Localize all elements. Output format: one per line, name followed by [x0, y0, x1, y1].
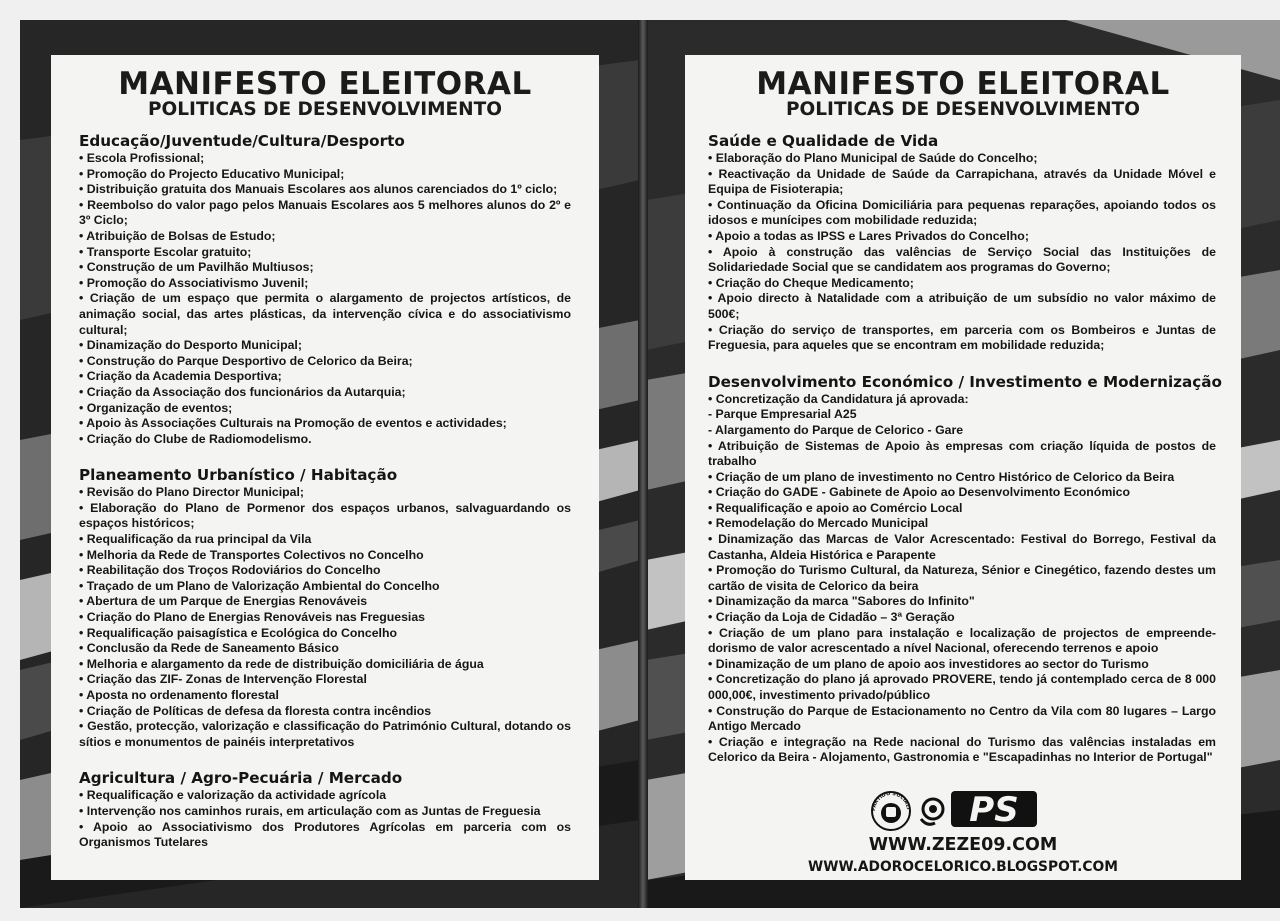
list-item: • Criação de um plano para instalação e localização de projectos de empreende-dorismo de valor acrescentado a nível Nacional, oferecendo terrenos e apoio	[708, 625, 1216, 656]
list-item: - Alargamento do Parque de Celorico - Gare	[708, 422, 964, 437]
list-item: • Melhoria e alargamento da rede de distribuição domiciliária de água	[79, 656, 484, 671]
list-item: • Conclusão da Rede de Saneamento Básico	[79, 641, 339, 656]
list-item: - Parque Empresarial A25	[708, 407, 857, 422]
ps-letters: PS	[969, 790, 1019, 830]
section-heading-education: Educação/Juventude/Cultura/Desporto	[79, 132, 405, 150]
list-item: • Abertura de um Parque de Energias Renováveis	[79, 594, 368, 609]
list-item: • Atribuição de Sistemas de Apoio às empresas com criação líquida de postos de trabalho	[708, 438, 1216, 469]
list-item: • Reactivação da Unidade de Saúde da Carrapichana, através da Unidade Móvel e Equipa de Fisioterapia;	[708, 166, 1216, 197]
left-panel	[51, 55, 599, 880]
list-item: • Concretização da Candidatura já aprovada:	[708, 391, 969, 406]
list-item: • Criação de um plano de investimento no Centro Histórico de Celorico da Beira	[708, 469, 1175, 484]
list-item: • Melhoria da Rede de Transportes Colectivos no Concelho	[79, 547, 424, 562]
urbanism-list	[79, 485, 571, 750]
list-item: • Criação de Políticas de defesa da floresta contra incêndios	[79, 703, 432, 718]
list-item: • Elaboração do Plano de Pormenor dos espaços urbanos, salvaguardando os espaços históricos;	[79, 500, 571, 531]
list-item: • Apoio ao Associativismo dos Produtores Agrícolas em parceria com os Organismos Tutelares	[79, 819, 571, 850]
list-item: • Dinamização do Desporto Municipal;	[79, 338, 302, 353]
list-item: • Concretização do plano já aprovado PROVERE, tendo já contemplado cerca de 8 000 000,00€, investimento privado/público	[708, 672, 1216, 702]
list-item: • Apoio a todas as IPSS e Lares Privados do Concelho;	[708, 228, 1029, 243]
list-item: • Elaboração do Plano Municipal de Saúde do Concelho;	[708, 151, 1038, 165]
left-subtitle: POLITICAS DE DESENVOLVIMENTO	[147, 99, 503, 120]
seal-text: PARTIDO SOCIALI	[870, 790, 911, 812]
list-item: • Dinamização das Marcas de Valor Acrescentado: Festival do Borrego, Festival da Castanha, Aldeia Histórica e Parapente	[708, 532, 1216, 562]
list-item: • Criação das ZIF- Zonas de Intervenção Florestal	[79, 672, 367, 687]
list-item: • Organização de eventos;	[79, 400, 233, 415]
list-item: • Construção do Parque Desportivo de Celorico da Beira;	[79, 353, 413, 368]
list-item: • Gestão, protecção, valorização e classificação do Património Cultural, dotando os sítios e monumentos de painéis interpretativos	[79, 719, 571, 749]
section-heading-economy: Desenvolvimento Económico / Investimento e Modernização	[708, 372, 1222, 391]
list-item: • Requalificação e valorização da actividade agrícola	[79, 788, 387, 803]
ps-seal-icon	[869, 787, 911, 830]
list-item: • Intervenção nos caminhos rurais, em articulação com as Juntas de Freguesia	[79, 803, 541, 818]
list-item: • Requalificação da rua principal da Vila	[79, 532, 312, 547]
list-item: • Distribuição gratuita dos Manuais Escolares aos alunos carenciados do 1º ciclo;	[79, 182, 558, 197]
list-item: • Promoção do Turismo Cultural, da Natureza, Sénior e Cinegético, fazendo destes um cartão de visita de Celorico da beira	[708, 563, 1216, 593]
ps-rose-icon	[921, 799, 943, 824]
list-item: • Criação e integração na Rede nacional do Turismo das valências instaladas em Celorico da Beira - Alojamento, Gastronomia e "Escapadinhas no Interior de Portugal"	[708, 734, 1216, 765]
list-item: • Apoio à construção das valências de Serviço Social das Instituições de Solidariedade Social que se candidatem aos programas do Governo;	[708, 244, 1216, 275]
list-item: • Criação da Loja de Cidadão – 3ª Geração	[708, 610, 955, 625]
list-item: • Aposta no ordenamento florestal	[79, 688, 279, 702]
section-heading-urbanism: Planeamento Urbanístico / Habitação	[79, 466, 398, 485]
list-item: • Criação do serviço de transportes, em parceria com os Bombeiros e Juntas de Freguesia, para aqueles que se encontram em mobilidade reduzida;	[708, 322, 1216, 353]
ps-logo-icon	[869, 787, 1059, 831]
list-item: • Continuação da Oficina Domiciliária para pequenas reparações, apoiando todos os idosos e munícipes com mobilidade reduzida;	[708, 197, 1216, 228]
section-heading-health: Saúde e Qualidade de Vida	[708, 132, 939, 150]
list-item: • Promoção do Projecto Educativo Municipal;	[79, 166, 345, 181]
list-item: • Reembolso do valor pago pelos Manuais Escolares aos 5 melhores alunos do 2º e 3º Ciclo;	[79, 197, 571, 228]
left-main-title: MANIFESTO ELEITORAL	[118, 66, 532, 102]
right-subtitle: POLITICAS DE DESENVOLVIMENTO	[785, 99, 1141, 120]
list-item: • Criação de um espaço que permita o alargamento de projectos artísticos, de animação social, das artes plásticas, da intervenção cívica e do associativismo cultural;	[79, 291, 571, 337]
economy-list	[708, 392, 1216, 766]
list-item: • Criação do Clube de Radiomodelismo.	[79, 431, 312, 446]
list-item: • Criação da Associação dos funcionários da Autarquia;	[79, 384, 406, 399]
blog-url: WWW.ADOROCELORICO.BLOGSPOT.COM	[808, 859, 1118, 875]
list-item: • Traçado de um Plano de Valorização Ambiental do Concelho	[79, 578, 440, 593]
list-item: • Transporte Escolar gratuito;	[79, 244, 252, 259]
right-main-title: MANIFESTO ELEITORAL	[756, 66, 1170, 102]
party-logos	[869, 787, 1059, 831]
list-item: • Reabilitação dos Troços Rodoviários do Concelho	[79, 563, 381, 578]
list-item: • Construção de um Pavilhão Multiusos;	[79, 260, 314, 275]
list-item: • Requalificação paisagística e Ecológica do Concelho	[79, 625, 397, 640]
list-item: • Construção do Parque de Estacionamento no Centro da Vila com 80 lugares – Largo Antigo Mercado	[708, 703, 1216, 734]
list-item: • Dinamização de um plano de apoio aos investidores ao sector do Turismo	[708, 656, 1149, 671]
list-item: • Promoção do Associativismo Juvenil;	[79, 275, 309, 290]
website-url: WWW.ZEZE09.COM	[868, 835, 1058, 855]
list-item: • Apoio às Associações Culturais na Promoção de eventos e actividades;	[79, 416, 507, 431]
list-item: • Requalificação e apoio ao Comércio Local	[708, 500, 963, 515]
list-item: • Escola Profissional;	[79, 151, 205, 165]
list-item: • Remodelação do Mercado Municipal	[708, 516, 929, 531]
list-item: • Revisão do Plano Director Municipal;	[79, 485, 305, 500]
list-item: • Criação do Cheque Medicamento;	[708, 275, 914, 290]
list-item: • Atribuição de Bolsas de Estudo;	[79, 228, 276, 243]
list-item: • Criação da Academia Desportiva;	[79, 369, 282, 384]
page-fold	[638, 20, 648, 908]
list-item: • Apoio directo à Natalidade com a atribuição de um subsídio no valor máximo de 500€;	[708, 291, 1216, 321]
list-item: • Criação do Plano de Energias Renováveis nas Freguesias	[79, 610, 426, 625]
list-item: • Dinamização da marca "Sabores do Infinito"	[708, 594, 975, 609]
agriculture-list	[79, 788, 571, 850]
list-item: • Criação do GADE - Gabinete de Apoio ao Desenvolvimento Económico	[708, 485, 1131, 500]
right-panel	[685, 55, 1241, 880]
health-list	[708, 151, 1216, 354]
education-list	[79, 151, 571, 447]
section-heading-agriculture: Agricultura / Agro-Pecuária / Mercado	[79, 769, 403, 788]
